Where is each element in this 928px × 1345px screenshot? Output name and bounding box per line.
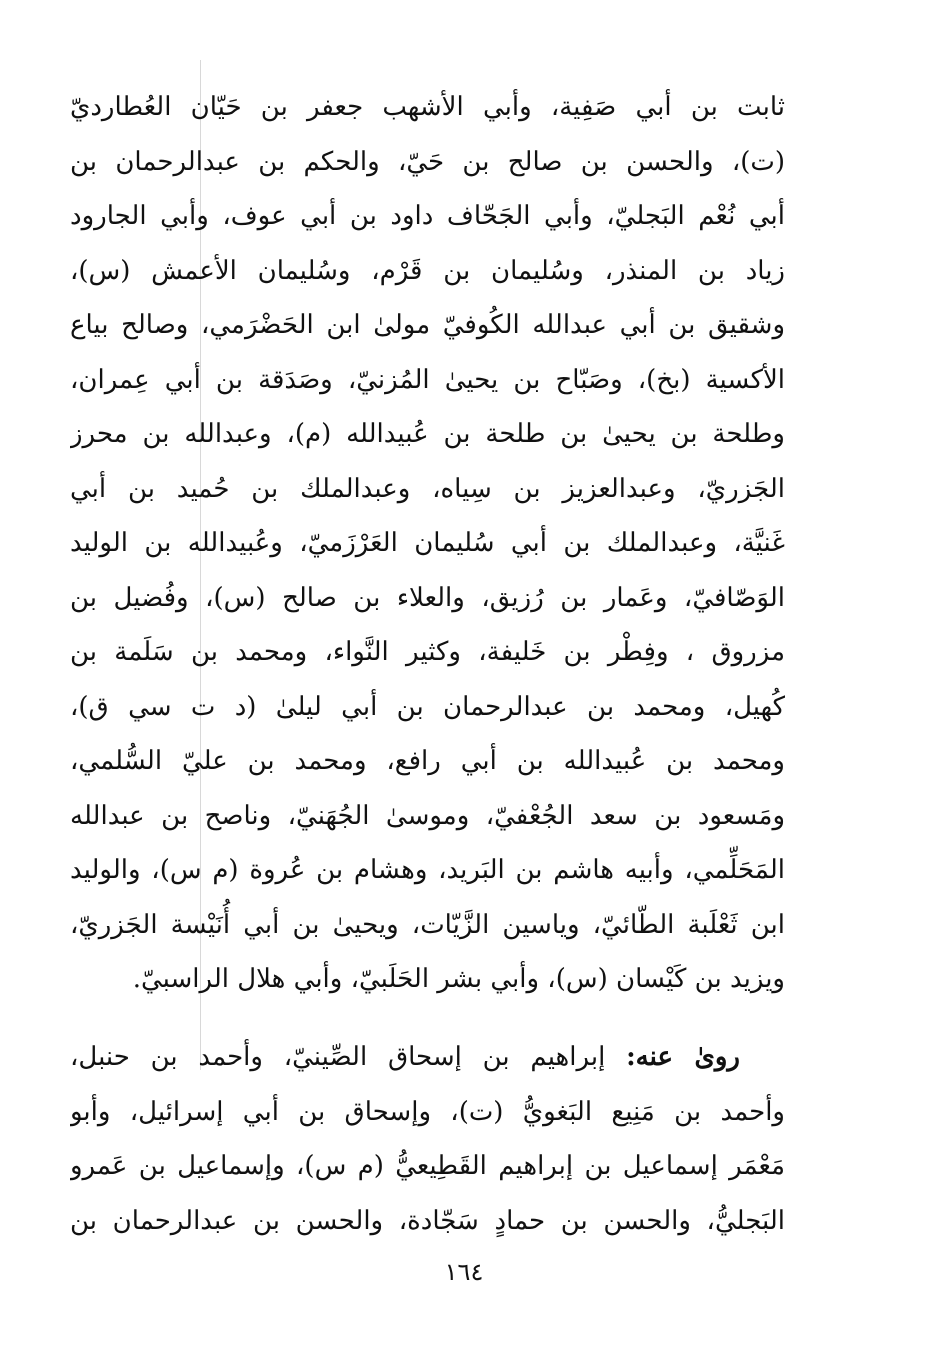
text-line-first [70, 1030, 785, 1085]
section-label: روىٰ عنه: [626, 1042, 740, 1072]
text-line: وأحمد بن مَنِيع البَغويُّ (ت)، وإسحاق بن أبي إسرائيل، وأبو [70, 1096, 785, 1127]
text-line: مَعْمَر إسماعيل بن إبراهيم القَطِيعيُّ (م س)، وإسماعيل بن عَمرو [70, 1151, 785, 1181]
students-paragraph [70, 1030, 785, 1248]
text-line: البَجليُّ، والحسن بن حمادٍ سَجّادة، والحسن بن عبدالرحمان بن [70, 1205, 785, 1236]
text-line: مزروق ، وفِطْر بن خَليفة، وكثير النَّواء، ومحمد بن سَلَمة بن [70, 637, 785, 667]
text-line: ومحمد بن عُبيدالله بن أبي رافع، ومحمد بن عليّ السُّلمي، [70, 746, 785, 776]
text-line: المَحَلِّمي، وأبيه هاشم بن البَريد، وهشام بن عُروة (م س)، والوليد [70, 855, 785, 885]
text-line: ثابت بن أبي صَفِية، وأبي الأشهب جعفر بن حَيّان العُطارديّ [70, 92, 785, 122]
text-line: ويزيد بن كَيْسان (س)، وأبي بشر الحَلَبيّ، وأبي هلال الراسبيّ. [132, 964, 785, 994]
page-number: ١٦٤ [444, 1258, 484, 1286]
text-line: الجَزريّ، وعبدالعزيز بن سِياه، وعبدالملك بن حُميد بن أبي [70, 473, 785, 504]
text-line: (ت)، والحسن بن صالح بن حَيّ، والحكم بن عبدالرحمان بن [70, 146, 785, 177]
text-line: ابن ثَعْلَبة الطّائيّ، وياسين الزَّيّات، ويحيىٰ بن أبي أُنَيْسة الجَزريّ، [70, 909, 785, 940]
text-line: ومَسعود بن سعد الجُعْفيّ، وموسىٰ الجُهَنيّ، وناصح بن عبدالله [70, 800, 785, 831]
text-line: زياد بن المنذر، وسُليمان بن قَرْم، وسُليمان الأعمش (س)، [70, 255, 785, 286]
text-line: الأكسية (بخ)، وصَبّاح بن يحيىٰ المُزنيّ، وصَدَقة بن أبي عِمران، [70, 364, 785, 395]
text-line: وطلحة بن يحيىٰ بن طلحة بن عُبيدالله (م)، وعبدالله بن محرز [70, 419, 785, 449]
text-line: غَنيَّة، وعبدالملك بن أبي سُليمان العَرْزَميّ، وعُبيدالله بن الوليد [70, 528, 785, 558]
narrators-paragraph [70, 80, 785, 1007]
text-line: وشقيق بن أبي عبدالله الكُوفيّ مولىٰ ابن الحَضْرَمي، وصالح بياع [70, 310, 785, 340]
text-line: الوَصّافيّ، وعَمار بن رُزيق، والعلاء بن صالح (س)، وفُضيل بن [70, 582, 785, 613]
text-line-rest: إبراهيم بن إسحاق الصِّينيّ، وأحمد بن حنبل، [70, 1042, 627, 1072]
text-line: كُهيل، ومحمد بن عبدالرحمان بن أبي ليلىٰ (د ت سي ق)، [70, 691, 785, 722]
text-line: أبي نُعْم البَجليّ، وأبي الجَحّاف داود بن أبي عوف، وأبي الجارود [70, 201, 785, 231]
